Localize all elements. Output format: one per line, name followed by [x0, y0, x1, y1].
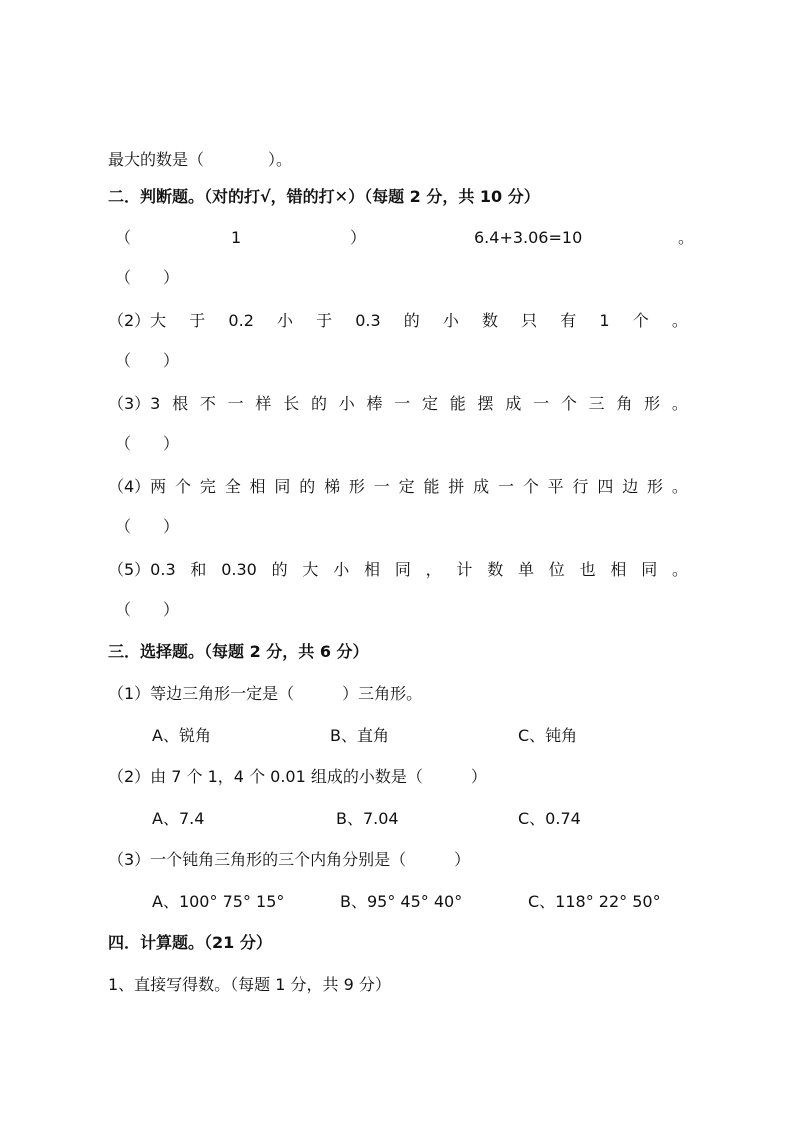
q3-token: 摆	[477, 394, 494, 413]
judge-q3	[108, 393, 688, 415]
q3-token: 一	[227, 394, 244, 413]
q4-token: 全	[224, 477, 241, 496]
q3-token: 的	[310, 394, 327, 413]
q4-token: 。	[671, 477, 688, 496]
q5-token: 。	[671, 560, 688, 579]
q4-token: 四	[597, 477, 614, 496]
q4-token: 一	[497, 477, 514, 496]
q4-token: （4）两	[108, 477, 167, 496]
choice-q1-option-a[interactable]: A、锐角	[152, 726, 211, 745]
section2-title: 二．判断题。（对的打√，错的打✕）（每题 2 分，共 10 分）	[108, 187, 540, 206]
q5-token: ，	[425, 560, 442, 579]
q5-token: 同	[394, 560, 411, 579]
q2-token: 小	[442, 311, 459, 330]
judge-q5-answer-blank[interactable]: （ ）	[115, 600, 180, 619]
judge-q3-answer-blank[interactable]: （ ）	[115, 434, 180, 453]
q3-token: 三	[588, 394, 605, 413]
q2-token: 小	[276, 311, 293, 330]
q4-token: 形	[647, 477, 664, 496]
q3-token: 能	[449, 394, 466, 413]
q5-token: 小	[333, 560, 350, 579]
q3-token: 角	[616, 394, 633, 413]
q3-token: 。	[671, 394, 688, 413]
q5-token: 计	[456, 560, 473, 579]
choice-q2-option-b[interactable]: B、7.04	[336, 809, 399, 828]
choice-q3-option-a[interactable]: A、100° 75° 15°	[152, 892, 285, 911]
q2-token: 。	[671, 311, 688, 330]
q2-token: （2）大	[108, 311, 167, 330]
q3-token: 不	[199, 394, 216, 413]
q4-token: 形	[348, 477, 365, 496]
choice-q2-option-c[interactable]: C、0.74	[518, 809, 581, 828]
judge-q1-number: 1	[231, 228, 242, 247]
q2-token: 于	[316, 311, 333, 330]
q4-token: 个	[522, 477, 539, 496]
q3-token: 个	[560, 394, 577, 413]
q2-token: 数	[482, 311, 499, 330]
q5-token: 位	[548, 560, 565, 579]
choice-q3-option-c[interactable]: C、118° 22° 50°	[528, 892, 661, 911]
choice-q3-stem: （3）一个钝角三角形的三个内角分别是（ ）	[108, 850, 471, 869]
q5-token: 0.30	[221, 560, 257, 579]
q3-token: 一	[394, 394, 411, 413]
q2-token: 的	[403, 311, 420, 330]
q4-token: 个	[175, 477, 192, 496]
q3-token: 长	[283, 394, 300, 413]
judge-q1-answer-blank[interactable]: （ ）	[115, 268, 180, 287]
q4-token: 平	[547, 477, 564, 496]
q3-token: 一	[533, 394, 550, 413]
q4-token: 相	[249, 477, 266, 496]
intro-line: 最大的数是（ ）。	[108, 150, 293, 169]
q5-token: 相	[364, 560, 381, 579]
choice-q1-stem: （1）等边三角形一定是（ ）三角形。	[108, 684, 423, 703]
q5-token: 和	[190, 560, 207, 579]
q3-token: 成	[505, 394, 522, 413]
q5-token: 大	[302, 560, 319, 579]
choice-q2-option-a[interactable]: A、7.4	[152, 809, 205, 828]
judge-q1-end: 。	[678, 228, 695, 247]
q3-token: 棒	[366, 394, 383, 413]
q4-token: 完	[199, 477, 216, 496]
q2-token: 1	[599, 311, 610, 330]
q3-token: 样	[255, 394, 272, 413]
q4-token: 行	[572, 477, 589, 496]
q5-token: 的	[271, 560, 288, 579]
section3-title: 三．选择题。（每题 2 分，共 6 分）	[108, 642, 369, 661]
q5-token: 单	[518, 560, 535, 579]
q4-token: 一	[373, 477, 390, 496]
q5-token: 数	[487, 560, 504, 579]
judge-q4-answer-blank[interactable]: （ ）	[115, 517, 180, 536]
q3-token: 形	[644, 394, 661, 413]
judge-q2-answer-blank[interactable]: （ ）	[115, 351, 180, 370]
q4-token: 同	[274, 477, 291, 496]
judge-q5	[108, 559, 688, 581]
judge-q1-open: （	[115, 228, 132, 247]
q3-token: （3）3	[108, 394, 161, 413]
judge-q2	[108, 310, 688, 332]
q4-token: 能	[423, 477, 440, 496]
q5-token: （5）0.3	[108, 560, 176, 579]
section4-title: 四．计算题。（21 分）	[108, 933, 272, 952]
choice-q3-option-b[interactable]: B、95° 45° 40°	[340, 892, 463, 911]
q2-token: 于	[189, 311, 206, 330]
q4-token: 梯	[324, 477, 341, 496]
q5-token: 也	[579, 560, 596, 579]
q4-token: 定	[398, 477, 415, 496]
judge-q4	[108, 476, 688, 498]
q2-token: 只	[521, 311, 538, 330]
choice-q1-option-c[interactable]: C、钝角	[518, 726, 578, 745]
choice-q1-option-b[interactable]: B、直角	[330, 726, 389, 745]
q2-token: 有	[560, 311, 577, 330]
judge-q1-close: ）	[350, 228, 367, 247]
section4-sub1: 1、直接写得数。（每题 1 分，共 9 分）	[108, 975, 391, 994]
judge-q1-expression: 6.4+3.06=10	[474, 228, 583, 247]
q2-token: 0.3	[355, 311, 381, 330]
q4-token: 成	[473, 477, 490, 496]
q3-token: 定	[422, 394, 439, 413]
choice-q2-stem: （2）由 7 个 1，4 个 0.01 组成的小数是（ ）	[108, 767, 487, 786]
q2-token: 个	[632, 311, 649, 330]
q4-token: 边	[622, 477, 639, 496]
q4-token: 的	[299, 477, 316, 496]
q3-token: 小	[338, 394, 355, 413]
q4-token: 拼	[448, 477, 465, 496]
q3-token: 根	[172, 394, 189, 413]
q5-token: 同	[641, 560, 658, 579]
q2-token: 0.2	[228, 311, 254, 330]
q5-token: 相	[610, 560, 627, 579]
